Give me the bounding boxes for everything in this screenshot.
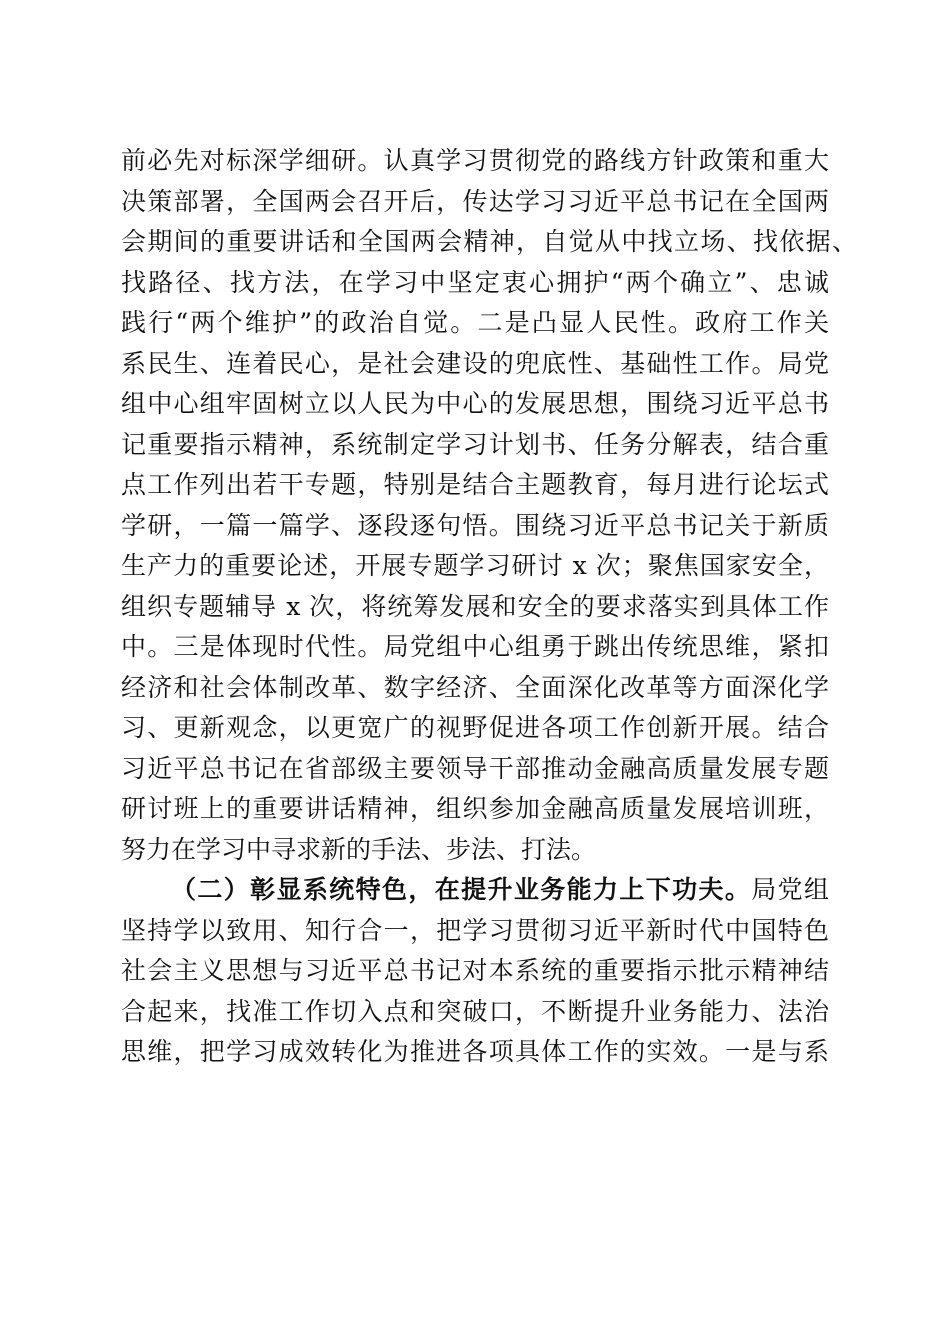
section-heading-line [121,870,829,911]
text-line-4: 找路径、找方法，在学习中坚定衷心拥护“两个确立”、忠诚 [121,267,829,297]
text-line-12: 组织专题辅导 x 次，将统筹发展和安全的要求落实到具体工作 [121,591,829,621]
text-line-11: 生产力的重要论述，开展专题学习研讨 x 次；聚焦国家安全， [121,551,829,580]
text-line-9: 点工作列出若干专题，特别是结合主题教育，每月进行论坛式 [121,470,829,499]
section-heading: （二）彰显系统特色，在提升业务能力上下功夫。 [171,875,752,904]
text-line-17: 研讨班上的重要讲话精神，组织参加金融高质量发展培训班， [121,794,829,823]
text-line-16: 习近平总书记在省部级主要领导干部推动金融高质量发展专题 [121,753,829,783]
text-line-8: 记重要指示精神，系统制定学习计划书、任务分解表，结合重 [121,429,829,459]
text-line-5: 践行“两个维护”的政治自觉。二是凸显人民性。政府工作关 [121,308,829,337]
text-line-14: 经济和社会体制改革、数字经济、全面深化改革等方面深化学 [121,672,829,702]
section-heading-tail: 局党组 [751,875,829,904]
text-line-13: 中。三是体现时代性。局党组中心组勇于跳出传统思维，紧扣 [121,632,829,661]
text-line-18: 努力在学习中寻求新的手法、步法、打法。 [121,834,597,864]
text-line-6: 系民生、连着民心，是社会建设的兜底性、基础性工作。局党 [121,348,829,378]
section-line-3: 合起来，找准工作切入点和突破口，不断提升业务能力、法治 [121,996,829,1026]
text-line-3: 会期间的重要讲话和全国两会精神，自觉从中找立场、找依据、 [121,227,857,256]
text-line-15: 习、更新观念，以更宽广的视野促进各项工作创新开展。结合 [121,713,829,742]
text-line-2: 决策部署，全国两会召开后，传达学习习近平总书记在全国两 [121,186,829,216]
text-line-10: 学研，一篇一篇学、逐段逐句悟。围绕习近平总书记关于新质 [121,510,829,540]
text-line-7: 组中心组牢固树立以人民为中心的发展思想，围绕习近平总书 [121,389,829,418]
body-text [121,141,861,1073]
section-line-4: 思维，把学习成效转化为推进各项具体工作的实效。一是与系 [121,1037,829,1066]
section-line-2: 社会主义思想与习近平总书记对本系统的重要指示批示精神结 [121,956,829,985]
section-line-1: 坚持学以致用、知行合一，把学习贯彻习近平新时代中国特色 [121,915,829,945]
text-line-1: 前必先对标深学细研。认真学习贯彻党的路线方针政策和重大 [121,146,829,175]
